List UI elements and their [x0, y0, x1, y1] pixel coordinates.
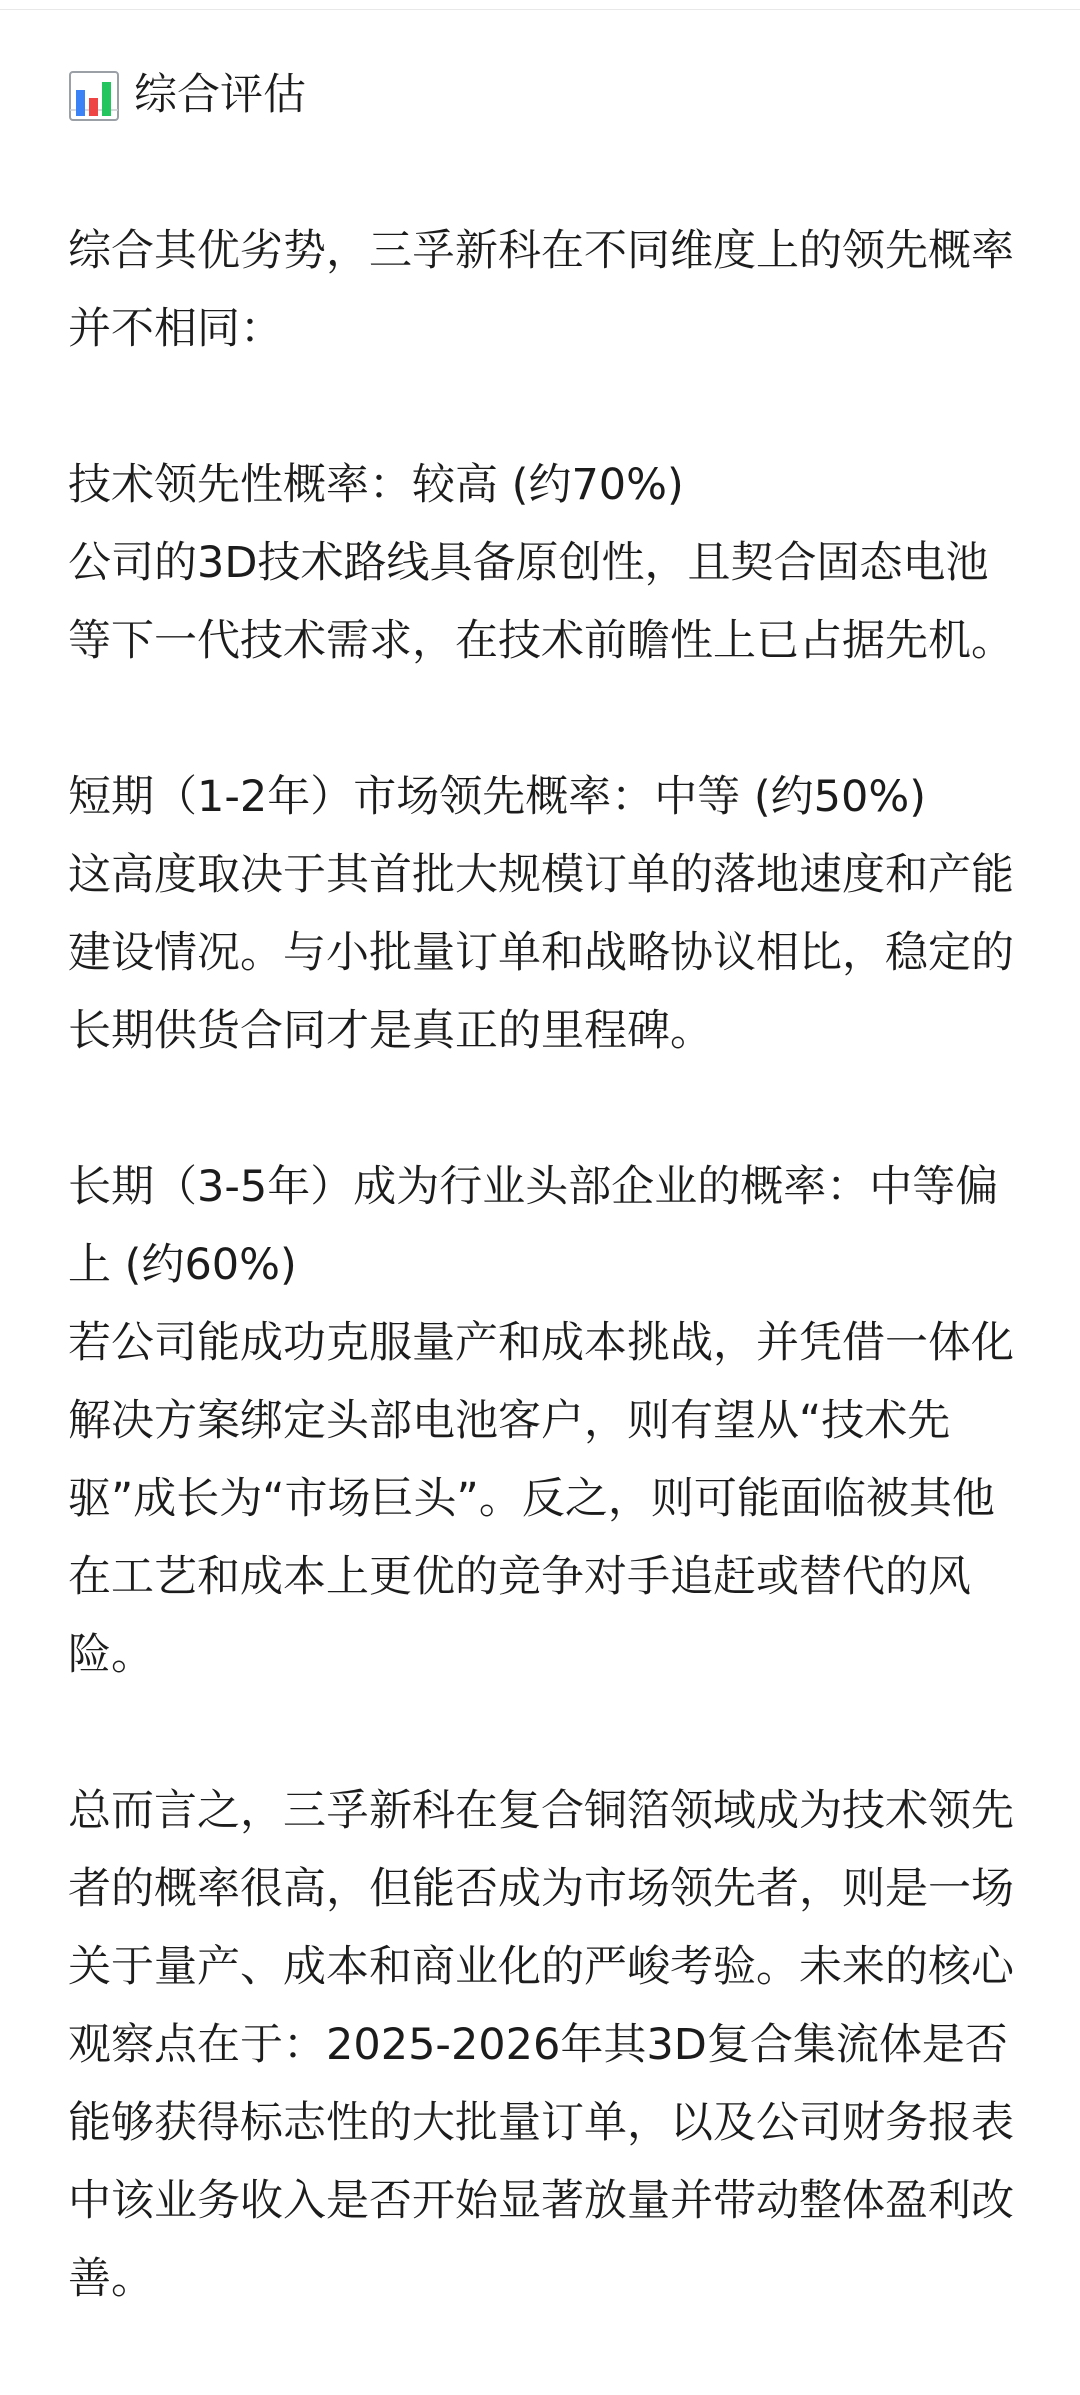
section-title-long-term: 长期（3-5年）成为行业头部企业的概率：中等偏上 (约60%): [68, 1162, 999, 1290]
intro-paragraph: 综合其优劣势，三孚新科在不同维度上的领先概率并不相同：: [68, 226, 1014, 354]
section-heading: [68, 56, 1020, 134]
section-title-tech: 技术领先性概率：较高 (约70%): [68, 460, 684, 510]
section-body-short-term: 这高度取决于其首批大规模订单的落地速度和产能建设情况。与小批量订单和战略协议相比，稳定的长期供货合同才是真正的里程碑。: [68, 850, 1014, 1056]
heading-title: 综合评估: [134, 70, 306, 120]
section-body-long-term: 若公司能成功克服量产和成本挑战，并凭借一体化解决方案绑定头部电池客户，则有望从“技术先驱”成长为“市场巨头”。反之，则可能面临被其他在工艺和成本上更优的竞争对手追赶或替代的风险。: [68, 1318, 1014, 1680]
bar-chart-icon: [68, 69, 120, 121]
article-content: [68, 56, 1020, 2318]
top-divider: [0, 0, 1080, 10]
section-body-tech: 公司的3D技术路线具备原创性，且契合固态电池等下一代技术需求，在技术前瞻性上已占据先机。: [68, 538, 1014, 666]
section-title-short-term: 短期（1-2年）市场领先概率：中等 (约50%): [68, 772, 927, 822]
conclusion-paragraph: 总而言之，三孚新科在复合铜箔领域成为技术领先者的概率很高，但能否成为市场领先者，则是一场关于量产、成本和商业化的严峻考验。未来的核心观察点在于：2025-2026年其3D复合集流体是否能够获得标志性的大批量订单，以及公司财务报表中该业务收入是否开始显著放量并带动整体盈利改善。: [68, 1786, 1014, 2304]
